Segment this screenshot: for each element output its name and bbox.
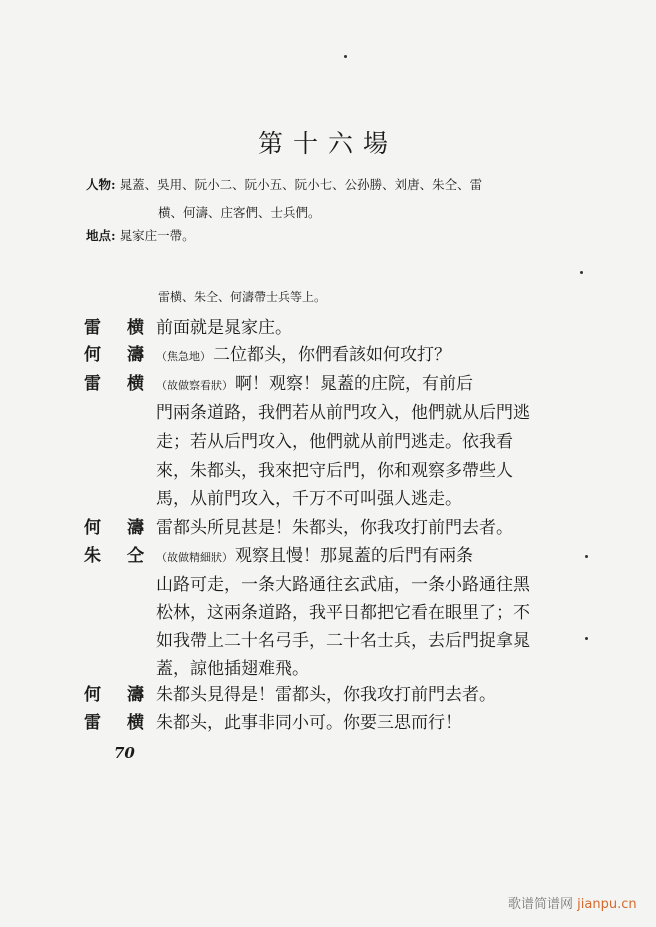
speech-continued: 馬，从前門攻入，千万不可叫强人逃走。 (156, 489, 462, 509)
acting-direction: （故做精細狀） (156, 551, 233, 564)
speaker-name: 何 濤 (84, 685, 144, 705)
speech-continued: 來，朱都头，我來把守后門，你和观察多帶些人 (156, 461, 513, 481)
speech-continued: 蓋，諒他插翅难飛。 (156, 659, 309, 679)
characters-list-continued: 横、何濤、庄客們、士兵們。 (158, 205, 321, 220)
speech-continued: 門兩条道路，我們若从前門攻入，他們就从后門逃 (156, 403, 530, 423)
scan-speck (585, 637, 588, 640)
page-number: 70 (114, 744, 135, 762)
scan-speck (344, 55, 347, 58)
watermark (508, 893, 637, 912)
speech-text: 前面就是晁家庄。 (156, 318, 292, 338)
characters-label: 人物: (86, 177, 116, 192)
speaker-name: 何 濤 (84, 518, 144, 538)
speech-text: （故做精細狀） 观察且慢！那晁蓋的后門有兩条 (156, 546, 473, 566)
scan-speck (585, 555, 588, 558)
location-line (86, 228, 195, 244)
speaker-name: 雷 横 (84, 318, 144, 338)
speech-text: 雷都头所見甚是！朱都头，你我攻打前門去者。 (156, 518, 513, 538)
speech-text: 朱都头，此事非同小可。你要三思而行！ (156, 713, 462, 733)
location-value: 晁家庄一帶。 (119, 228, 195, 243)
scene-title: 第十六場 (257, 129, 398, 158)
location-label: 地点: (86, 228, 116, 243)
speech-continued: 如我帶上二十名弓手，二十名士兵，去后門捉拿晁 (156, 631, 530, 651)
acting-direction: （焦急地） (156, 350, 211, 363)
stage-direction: 雷横、朱仝、何濤帶士兵等上。 (158, 290, 327, 304)
speaker-name: 雷 横 (84, 713, 144, 733)
acting-direction: （故做察看狀） (156, 379, 233, 392)
characters-list: 晁蓋、吳用、阮小二、阮小五、阮小七、公孙勝、刘唐、朱仝、雷 (119, 177, 483, 192)
speaker-name: 雷 横 (84, 374, 144, 394)
speech-continued: 山路可走，一条大路通往玄武庙，一条小路通往黑 (156, 575, 530, 595)
speaker-name: 何 濤 (84, 345, 144, 365)
speech-continued: 走；若从后門攻入，他們就从前門逃走。依我看 (156, 432, 513, 452)
speaker-name: 朱 仝 (84, 546, 144, 566)
characters-line (86, 177, 482, 193)
speech-text: （故做察看狀） 啊！观察！晁蓋的庄院，有前后 (156, 374, 473, 394)
speech-continued: 松林，这兩条道路，我平日都把它看在眼里了；不 (156, 603, 530, 623)
watermark-cn: 歌谱简谱网 (508, 897, 574, 912)
watermark-domain: jianpu.cn (577, 897, 637, 912)
scan-speck (580, 271, 583, 274)
speech-text: 朱都头見得是！雷都头，你我攻打前門去者。 (156, 685, 496, 705)
speech-text: （焦急地） 二位都头，你們看該如何攻打？ (156, 345, 451, 365)
